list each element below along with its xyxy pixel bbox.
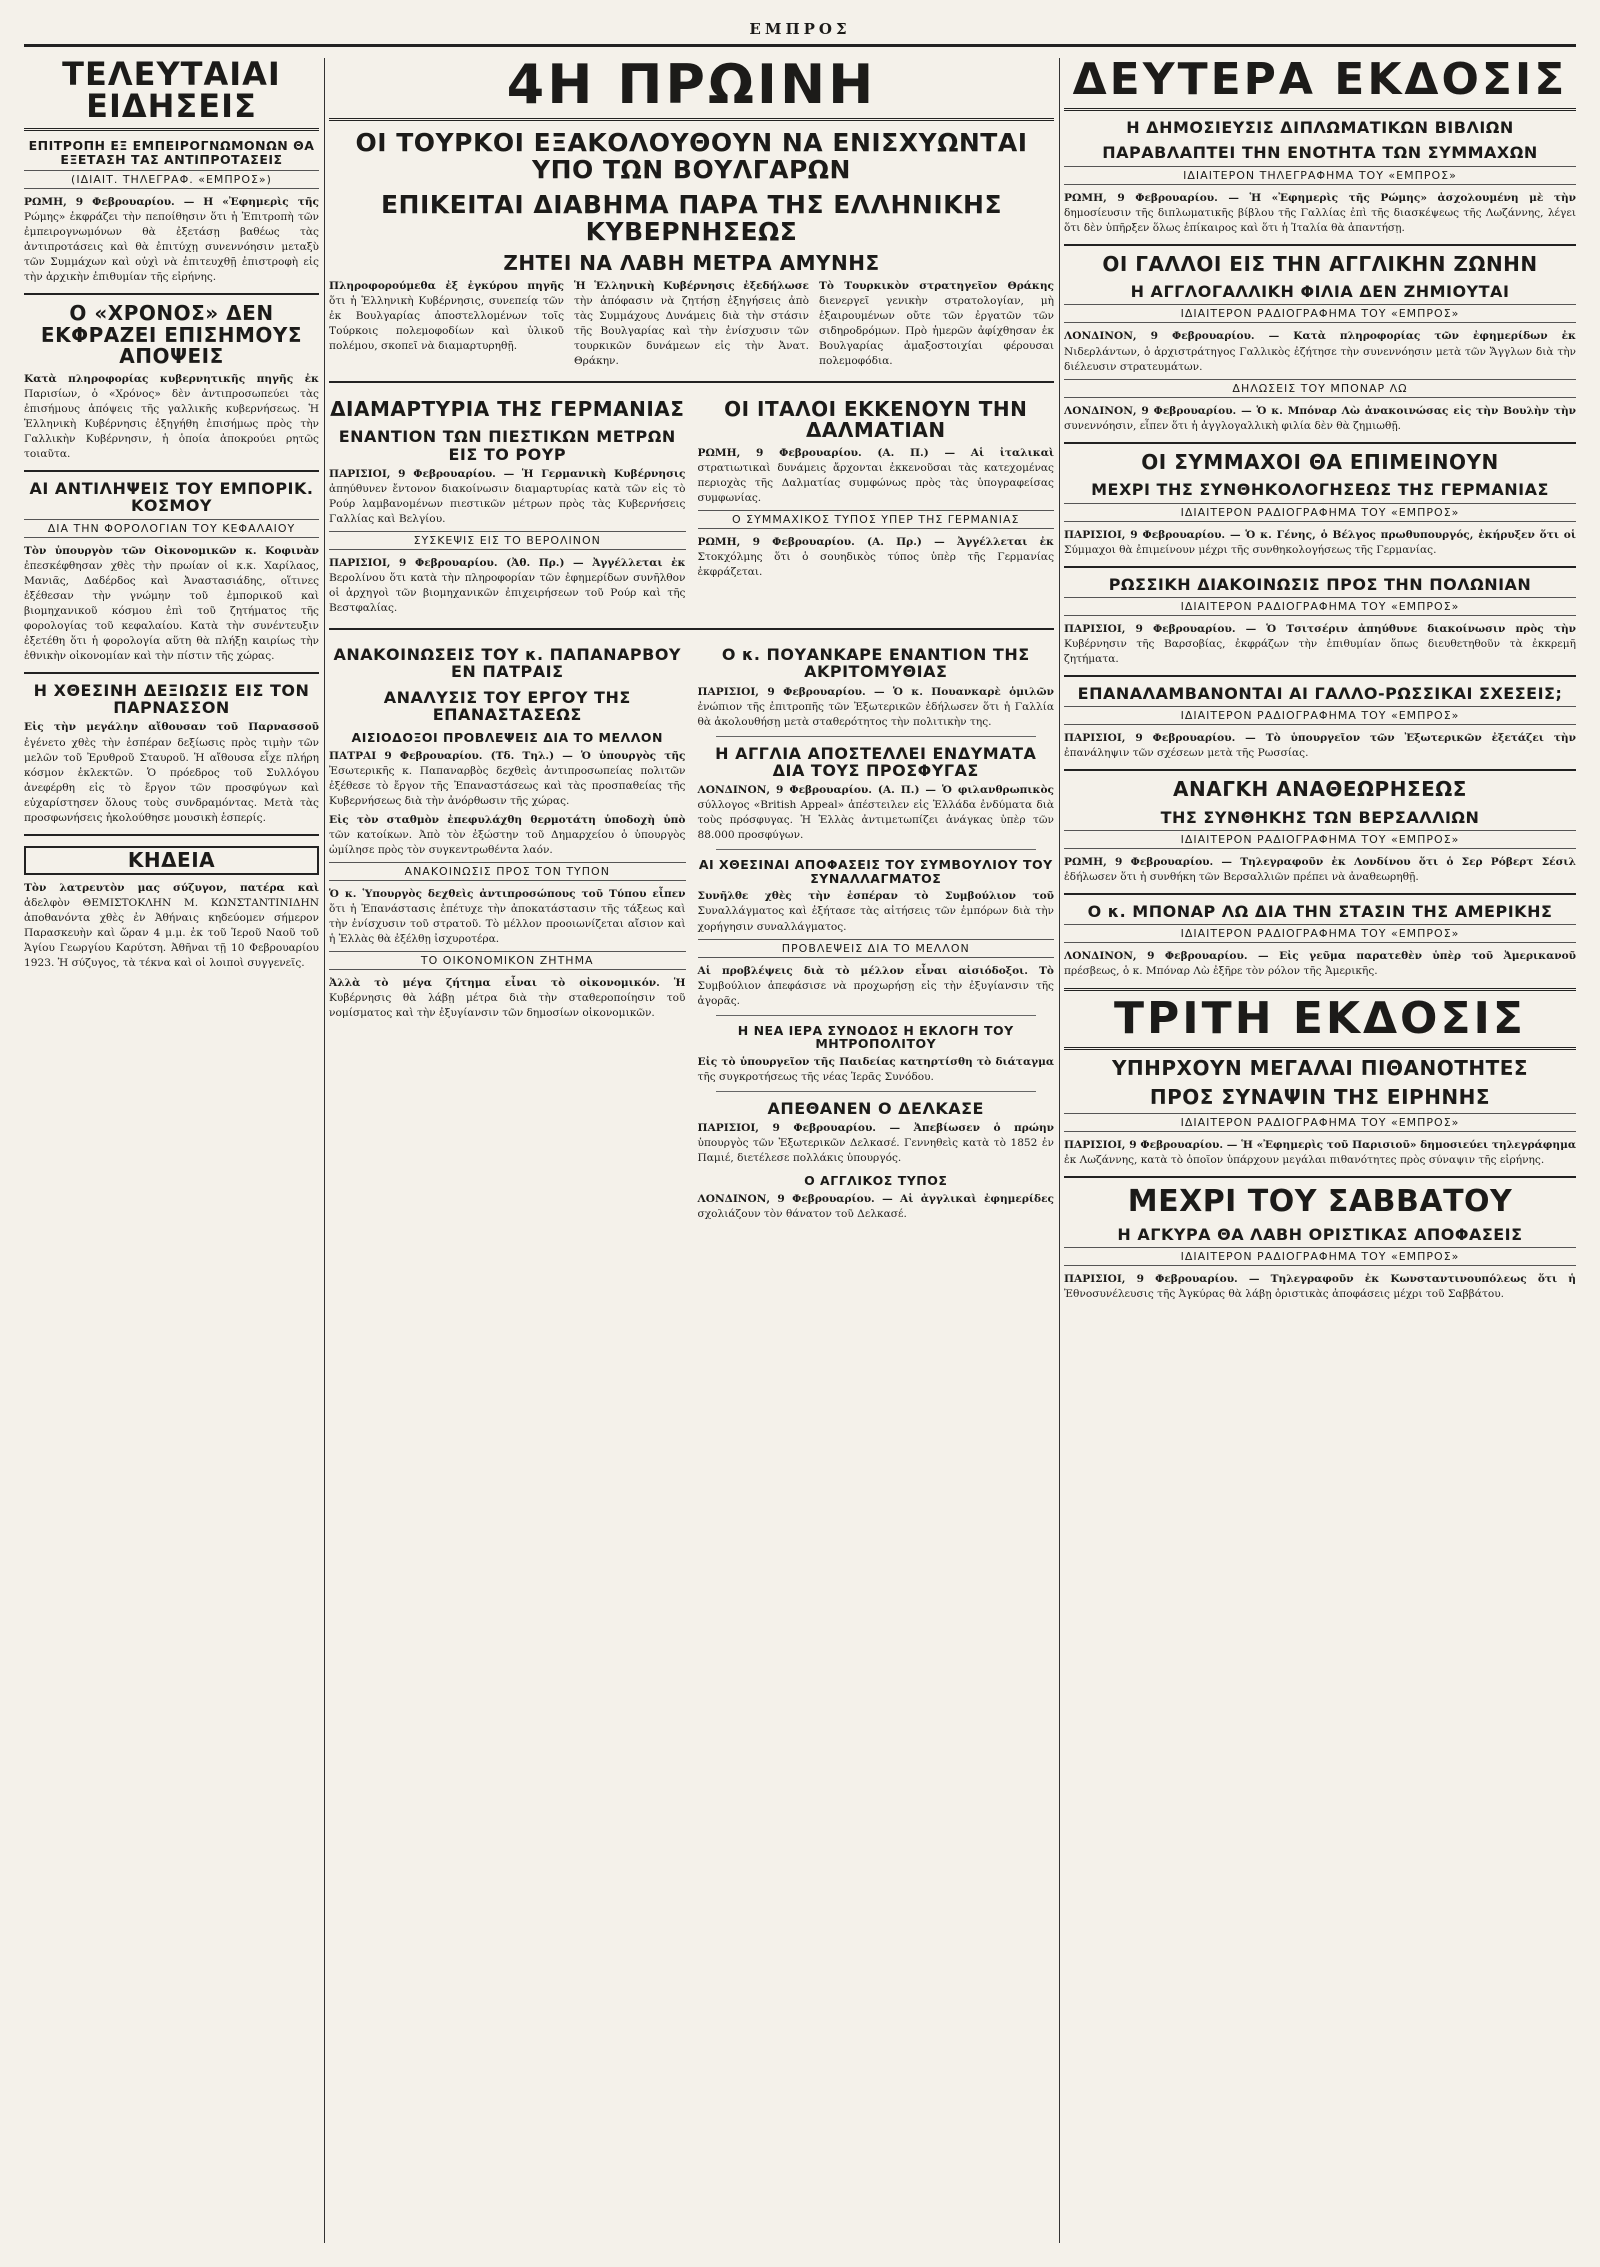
separator (1064, 442, 1576, 444)
headline-experts-committee: ΕΠΙΤΡΟΠΗ ΕΞ ΕΜΠΕΙΡΟΓΝΩΜΟΝΩΝ ΘΑ ΕΞΕΤΑΣΗ ΤΑΣ ΑΝΤΙΠΡΟΤΑΣΕΙΣ (28, 138, 315, 167)
headline-poincare: Ο κ. ΠΟΥΑΝΚΑΡΕ ΕΝΑΝΤΙΟΝ ΤΗΣ ΑΚΡΙΤΟΜΥΘΙΑΣ (721, 645, 1030, 682)
lead-headline-turks: ΟΙ ΤΟΥΡΚΟΙ ΕΞΑΚΟΛΟΥΘΟΥΝ ΝΑ ΕΝΙΣΧΥΩΝΤΑΙ ΥΠΟ ΤΩΝ ΒΟΥΛΓΑΡΩΝ (355, 128, 1028, 184)
headline-german-protest: ΔΙΑΜΑΡΤΥΡΙΑ ΤΗΣ ΓΕΡΜΑΝΙΑΣ (330, 396, 685, 421)
separator (1064, 1176, 1576, 1178)
headline-exchange-council: ΑΙ ΧΘΕΣΙΝΑΙ ΑΠΟΦΑΣΕΙΣ ΤΟΥ ΣΥΜΒΟΥΛΙΟΥ ΤΟΥ ΣΥΝΑΛΛΑΓΜΑΤΟΣ (698, 857, 1053, 886)
article-exchange-text: Συνῆλθε χθὲς τὴν ἑσπέραν τὸ Συμβούλιον τοῦ Συναλλάγματος καὶ ἐξήτασε τὰς αἰτήσεις τῶν ἐμπόρων διὰ τὴν χορήγησιν συναλλάγματος. (697, 890, 1054, 933)
separator (1064, 675, 1576, 677)
subhead-economic-question: ΤΟ ΟΙΚΟΝΟΜΙΚΟΝ ΖΗΤΗΜΑ (329, 951, 686, 970)
article-dalmatia-text: ΡΩΜΗ, 9 Φεβρουαρίου. (Α. Π.) — Αἱ ἰταλικαὶ στρατιωτικαὶ δυνάμεις ἄρχονται ἐκκενοῦσαι τὰς κατεχομένας περιοχὰς τῆς Δαλματίας συμφώνως πρὸς τὰς ὑπογραφείσας συμφωνίας. (697, 446, 1054, 505)
lead-headline-demarche: ΕΠΙΚΕΙΤΑΙ ΔΙΑΒΗΜΑ ΠΑΡΑ ΤΗΣ ΕΛΛΗΝΙΚΗΣ ΚΥΒΕΡΝΗΣΕΩΣ (380, 190, 1003, 246)
separator (24, 470, 319, 472)
article-commerce-text: Τὸν ὑπουργὸν τῶν Οἰκονομικῶν κ. Κοφινὰν ἐπεσκέφθησαν χθὲς τὴν πρωίαν οἱ κ.κ. Χαρίλαος, Μανιᾶς, Δαδέρδος καὶ Ἀναστασιάδης, οἵτινες ἐξέθεσαν τὴν γνώμην τοῦ ἐμπορικοῦ καὶ βιομηχανικοῦ κόσμου ἐπὶ τοῦ ζητήματος τῆς φορολογίας τοῦ κεφαλαίου. Κατὰ τὴν συνέντευξιν ἐξετέθη ὅτι ἡ φορολογία αὕτη θὰ πλήξῃ καιρίως τὴν ἐθνικὴν οἰκονομίαν καὶ τὴν πίστιν τῆς χώρας. (24, 544, 319, 662)
separator (1064, 893, 1576, 895)
article-franco-russian-text: ΠΑΡΙΣΙΟΙ, 9 Φεβρουαρίου. — Τὸ ὑπουργεῖον τῶν Ἐξωτερικῶν ἐξετάζει τὴν ἐπανάληψιν τῶν σχέσεων μετὰ τῆς Ρωσσίας. (1064, 732, 1576, 760)
article-patras-text-3: Ὁ κ. Ὑπουργὸς δεχθεὶς ἀντιπροσώπους τοῦ Τύπου εἶπεν ὅτι ἡ Ἐπανάστασις ἐπέτυχε τὴν ἀποκατάστασιν τῆς τάξεως καὶ τὴν ἐνίσχυσιν τοῦ στρατοῦ. Τὸ μέλλον προοιωνίζεται αἴσιον καὶ ἡ Ἑλλὰς θὰ ἐξέλθῃ ἰσχυροτέρα. (329, 887, 686, 946)
headline-funeral: ΚΗΔΕΙΑ (24, 846, 319, 876)
article-synod-text: Εἰς τὸ ὑπουργεῖον τῆς Παιδείας κατηρτίσθη τὸ διάταγμα τῆς συγκροτήσεως τῆς νέας Ἱερᾶς Συνόδου. (697, 1055, 1054, 1083)
headline-ruhr-measures: ΕΝΑΝΤΙΟΝ ΤΩΝ ΠΙΕΣΤΙΚΩΝ ΜΕΤΡΩΝ ΕΙΣ ΤΟ ΡΟΥΡ (338, 427, 676, 464)
subhead-allied-press: Ο ΣΥΜΜΑΧΙΚΟΣ ΤΥΠΟΣ ΥΠΕΡ ΤΗΣ ΓΕΡΜΑΝΙΑΣ (698, 510, 1055, 529)
article-allies-text: ΠΑΡΙΣΙΟΙ, 9 Φεβρουαρίου. — Ὁ κ. Γένης, ὁ Βέλγος πρωθυπουργός, ἐκήρυξεν ὅτι οἱ Σύμμαχοι θὰ ἐπιμείνουν μέχρι τῆς συνθηκολογήσεως τῆς Γερμανίας. (1064, 528, 1576, 556)
article-diplomatic-text: ΡΩΜΗ, 9 Φεβρουαρίου. — Ἡ «Ἐφημερὶς τῆς Ρώμης» ἀσχολουμένη μὲ τὴν δημοσίευσιν τῆς διπλωματικῆς βίβλου τῆς Γαλλίας ἐπὶ τῆς διασκέψεως τῆς Λωζάννης, λέγει ὅτι δὲν ὑπῆρξεν ὅλως ἐπίκαιρος καὶ ὅτι ἡ Ἰταλία θὰ ἀπαντήσῃ. (1064, 191, 1576, 234)
dateline-radiogram: ΙΔΙΑΙΤΕΡΟΝ ΡΑΔΙΟΓΡΑΦΗΜΑ ΤΟΥ «ΕΜΠΡΟΣ» (1064, 706, 1576, 725)
banner-second-edition: ΔΕΥΤΕΡΑ ΕΚΔΟΣΙΣ (1064, 58, 1576, 111)
thin-rule (716, 736, 1037, 737)
article-delcasse-text: ΠΑΡΙΣΙΟΙ, 9 Φεβρουαρίου. — Ἀπεβίωσεν ὁ πρώην ὑπουργὸς τῶν Ἐξωτερικῶν Δελκασέ. Γεννηθεὶς κατὰ τὸ 1852 ἐν Παμιέ, διετέλεσε πολλάκις ὑπουργός. (697, 1121, 1054, 1165)
subhead-press-statement: ΑΝΑΚΟΙΝΩΣΙΣ ΠΡΟΣ ΤΟΝ ΤΥΠΟΝ (329, 862, 686, 881)
article-bonar-law-text: ΛΟΝΔΙΝΟΝ, 9 Φεβρουαρίου. — Ὁ κ. Μπόναρ Λὼ ἀνακοινώσας εἰς τὴν Βουλὴν τὴν συνεννόησιν, εἶπεν ὅτι ἡ ἀγγλογαλλικὴ φιλία δὲν θὰ ζημιωθῇ. (1064, 404, 1576, 432)
article-forecasts-text: Αἱ προβλέψεις διὰ τὸ μέλλον εἶναι αἰσιόδοξοι. Τὸ Συμβούλιον ἀπεφάσισε νὰ προχωρήσῃ εἰς τὴν ἐξυγίανσιν τῆς ἀγορᾶς. (697, 964, 1054, 1007)
article-parnassos-text: Εἰς τὴν μεγάλην αἴθουσαν τοῦ Παρνασσοῦ ἐγένετο χθὲς τὴν ἑσπέραν δεξίωσις πρὸς τιμὴν τῶν μελῶν τοῦ Ἐρυθροῦ Σταυροῦ. Ἡ αἴθουσα εἶχε πλήρη κόσμον ἐκλεκτῶν. Ὁ πρόεδρος τοῦ Συλλόγου ἀνεφέρθη εἰς τὸ ἔργον τῶν προσφύγων καὶ εὐχαρίστησεν ὅλους τοὺς συνδραμόντας. Μετὰ τὰς προσφωνήσεις ἠκολούθησε μουσικὴ ἑσπερίς. (24, 721, 319, 824)
headline-russian-note: ΡΩΣΣΙΚΗ ΔΙΑΚΟΙΝΩΣΙΣ ΠΡΟΣ ΤΗΝ ΠΟΛΩΝΙΑΝ (1108, 574, 1532, 594)
article-ankara-text: ΠΑΡΙΣΙΟΙ, 9 Φεβρουαρίου. — Τηλεγραφοῦν ἐκ Κωνσταντινουπόλεως ὅτι ἡ Ἐθνοσυνέλευσις τῆς Ἀγκύρας θὰ λάβῃ ὁριστικὰς ἀποφάσεις μέχρι τοῦ Σαββάτου. (1064, 1273, 1576, 1301)
column-fourth-morning (329, 58, 1054, 2243)
headline-optimistic: ΑΙΣΙΟΔΟΞΟΙ ΠΡΟΒΛΕΨΕΙΣ ΔΙΑ ΤΟ ΜΕΛΛΟΝ (351, 730, 663, 746)
article-america-text: ΛΟΝΔΙΝΟΝ, 9 Φεβρουαρίου. — Εἰς γεῦμα παρατεθὲν ὑπὲρ τοῦ Ἀμερικανοῦ πρέσβεως, ὁ κ. Μπόναρ Λὼ ἐξῆρε τὸν ρόλον τῆς Ἀμερικῆς. (1064, 950, 1576, 978)
subhead-berlin-meeting: ΣΥΣΚΕΨΙΣ ΕΙΣ ΤΟ ΒΕΡΟΛΙΝΟΝ (329, 531, 686, 550)
column-divider (324, 58, 325, 2243)
banner-fourth-morning: 4Η ΠΡΩΙΝΗ (329, 58, 1054, 121)
headline-italians-dalmatia: ΟΙ ΙΤΑΛΟΙ ΕΚΚΕΝΟΥΝ ΤΗΝ ΔΑΛΜΑΤΙΑΝ (724, 396, 1028, 443)
separator (329, 628, 1054, 630)
newspaper-page (24, 58, 1576, 2243)
headline-diplomatic-books: Η ΔΗΜΟΣΙΕΥΣΙΣ ΔΙΠΛΩΜΑΤΙΚΩΝ ΒΙΒΛΙΩΝ (1126, 118, 1514, 137)
banner-third-edition: ΤΡΙΤΗ ΕΚΔΟΣΙΣ (1064, 988, 1576, 1050)
separator (1064, 244, 1576, 246)
column-divider (1059, 58, 1060, 2243)
headline-holy-synod: Η ΝΕΑ ΙΕΡΑ ΣΥΝΟΔΟΣ Η ΕΚΛΟΓΗ ΤΟΥ ΜΗΤΡΟΠΟΛΙΤΟΥ (737, 1022, 1014, 1052)
column-latest-news (24, 58, 319, 2243)
article-poincare-text: ΠΑΡΙΣΙΟΙ, 9 Φεβρουαρίου. — Ὁ κ. Πουανκαρὲ ὁμιλῶν ἐνώπιον τῆς ἐπιτροπῆς τῶν Ἐξωτερικῶν ἐδήλωσεν ὅτι ἡ Γαλλία θὰ ἀκολουθήσῃ μετὰ σταθερότητος τὴν πολιτικὴν της. (697, 685, 1054, 728)
article-russian-note-text: ΠΑΡΙΣΙΟΙ, 9 Φεβρουαρίου. — Ὁ Τσιτσέριν ἀπηύθυνε διακοίνωσιν πρὸς τὴν Κυβέρνησιν τῆς Βαρσοβίας, ἐκφράζων τὴν ἐπιθυμίαν ὅπως διευθετηθοῦν τὰ ἐκκρεμῆ ζητήματα. (1064, 622, 1576, 665)
separator (24, 672, 319, 674)
separator (329, 381, 1054, 383)
article-funeral-text: Τὸν λατρευτὸν μας σύζυγον, πατέρα καὶ ἀδελφὸν ΘΕΜΙΣΤΟΚΛΗΝ Μ. ΚΩΝΣΤΑΝΤΙΝΙΔΗΝ ἀποθανόντα χθὲς ἐν Ἀθήναις κηδεύομεν σήμερον Παρασκευὴν καὶ ὥραν 4 μ.μ. ἐκ τοῦ Ἱεροῦ Ναοῦ τοῦ Ἁγίου Γεωργίου Καρύτση. Ἀθῆναι τῇ 10 Φεβρουαρίου 1923. Ἡ σύζυγος, τὰ τέκνα καὶ οἱ λοιποὶ συγγενεῖς. (24, 882, 319, 970)
headline-anglo-french-friendship: Η ΑΓΓΛΟΓΑΛΛΙΚΗ ΦΙΛΙΑ ΔΕΝ ΖΗΜΙΟΥΤΑΙ (1130, 282, 1510, 302)
headline-parnassos-reception: Η ΧΘΕΣΙΝΗ ΔΕΞΙΩΣΙΣ ΕΙΣ ΤΟΝ ΠΑΡΝΑΣΣΟΝ (33, 680, 310, 718)
headline-england-clothing: Η ΑΓΓΛΙΑ ΑΠΟΣΤΕΛΛΕΙ ΕΝΔΥΜΑΤΑ ΔΙΑ ΤΟΥΣ ΠΡΟΣΦΥΓΑΣ (715, 743, 1037, 781)
headline-versailles: ΤΗΣ ΣΥΝΘΗΚΗΣ ΤΩΝ ΒΕΡΣΑΛΛΙΩΝ (1160, 807, 1480, 827)
headline-commerce-views: ΑΙ ΑΝΤΙΛΗΨΕΙΣ ΤΟΥ ΕΜΠΟΡΙΚ. ΚΟΣΜΟΥ (29, 479, 314, 516)
headline-chronos: Ο «ΧΡΟΝΟΣ» ΔΕΝ ΕΚΦΡΑΖΕΙ ΕΠΙΣΗΜΟΥΣ ΑΠΟΨΕΙΣ (40, 301, 303, 369)
article-patras-text-2: Εἰς τὸν σταθμὸν ἐπεφυλάχθη θερμοτάτη ὑποδοχὴ ὑπὸ τῶν κατοίκων. Ἀπὸ τὸν ἐξώστην τοῦ Δημαρχείου ὁ ὑπουργὸς ὡμίλησε πρὸς τὸν συγκεντρωθέντα λαόν. (329, 813, 686, 856)
dateline-radiogram: ΙΔΙΑΙΤΕΡΟΝ ΡΑΔΙΟΓΡΑΦΗΜΑ ΤΟΥ «ΕΜΠΡΟΣ» (1064, 830, 1576, 849)
separator (24, 834, 319, 836)
headline-papanarvos: ΑΝΑΚΟΙΝΩΣΕΙΣ ΤΟΥ κ. ΠΑΠΑΝΑΡΒΟΥ ΕΝ ΠΑΤΡΑΙΣ (333, 645, 682, 682)
dateline-radiogram: ΙΔΙΑΙΤΕΡΟΝ ΡΑΔΙΟΓΡΑΦΗΜΑ ΤΟΥ «ΕΜΠΡΟΣ» (1064, 503, 1576, 522)
top-rule (24, 44, 1576, 47)
article-allied-press-text: ΡΩΜΗ, 9 Φεβρουαρίου. (Α. Πρ.) — Ἀγγέλλεται ἐκ Στοκχόλμης ὅτι ὁ σουηδικὸς τύπος ὑπὲρ τῆς Γερμανίας ἐκφράζεται. (697, 536, 1054, 579)
article-french-zone-text: ΛΟΝΔΙΝΟΝ, 9 Φεβρουαρίου. — Κατὰ πληροφορίας τῶν ἐφημερίδων ἐκ Νιδερλάντων, ὁ ἀρχιστράτηγος Γαλλικὸς ἐζήτησε τὴν συνεννόησιν μετὰ τῶν Ἄγγλων διὰ τὴν διέλευσιν στρατευμάτων. (1064, 330, 1576, 373)
dateline-radiogram: ΙΔΙΑΙΤΕΡΟΝ ΡΑΔΙΟΓΡΑΦΗΜΑ ΤΟΥ «ΕΜΠΡΟΣ» (1064, 304, 1576, 323)
headline-ankara-decisions: Η ΑΓΚΥΡΑ ΘΑ ΛΑΒΗ ΟΡΙΣΤΙΚΑΣ ΑΠΟΦΑΣΕΙΣ (1117, 1225, 1523, 1245)
article-peace-text: ΠΑΡΙΣΙΟΙ, 9 Φεβρουαρίου. — Ἡ «Ἐφημερὶς τοῦ Παρισιοῦ» δημοσιεύει τηλεγράφημα ἐκ Λωζάννης, κατὰ τὸ ὁποῖον ὑπάρχουν μεγάλαι πιθανότητες πρὸς σύναψιν τῆς εἰρήνης. (1064, 1138, 1576, 1166)
article-chronos-text: Κατὰ πληροφορίας κυβερνητικῆς πηγῆς ἐκ Παρισίων, ὁ «Χρόνος» δὲν ἀντιπροσωπεύει τὰς ἐπισήμους ἀπόψεις τῆς γαλλικῆς κυβερνήσεως. Ἡ Ἑλληνικὴ Κυβέρνησις ἐξηγήθη ἐπισήμως πρὸς τὴν Γαλλικὴν Κυβέρνησιν, ἡ ὁποία ἀποκρούει ρητῶς τοιαῦτα. (24, 372, 319, 461)
headline-revision-need: ΑΝΑΓΚΗ ΑΝΑΘΕΩΡΗΣΕΩΣ (1173, 777, 1467, 802)
dateline-radiogram: ΙΔΙΑΙΤΕΡΟΝ ΡΑΔΙΟΓΡΑΦΗΜΑ ΤΟΥ «ΕΜΠΡΟΣ» (1064, 1113, 1576, 1132)
headline-english-press: Ο ΑΓΓΛΙΚΟΣ ΤΥΠΟΣ (804, 1173, 948, 1189)
dateline-emprós: (ΙΔΙΑΙΤ. ΤΗΛΕΓΡΑΦ. «ΕΜΠΡΟΣ») (24, 170, 319, 189)
thin-rule (716, 1015, 1037, 1016)
dateline-radiogram: ΙΔΙΑΙΤΕΡΟΝ ΡΑΔΙΟΓΡΑΦΗΜΑ ΤΟΥ «ΕΜΠΡΟΣ» (1064, 597, 1576, 616)
article-patras-text-1: ΠΑΤΡΑΙ 9 Φεβρουαρίου. (Τδ. Τηλ.) — Ὁ ὑπουργὸς τῆς Ἐσωτερικῆς κ. Παπαναρβὸς δεχθεὶς ἀντιπροσωπείας πολιτῶν ἐξέθεσε τὸ ἔργον τῆς Ἐπαναστάσεως καὶ τὰς προσπαθείας τῆς Κυβερνήσεως διὰ τὴν ἀνόρθωσιν τῆς χώρας. (329, 749, 686, 807)
separator (24, 293, 319, 295)
lead-text-3: Τὸ Τουρκικὸν στρατηγεῖον Θράκης διενεργεῖ γενικὴν στρατολογίαν, μὴ ἐξαιρουμένων οὔτε τῶν ἐργατῶν τῶν σιδηροδρόμων. Πρὸ ἡμερῶν ἀφίχθησαν ἐκ Βουλγαρίας ἁμαξοστοιχίαι φέρουσαι πολεμοφόδια. (819, 279, 1054, 367)
banner-latest-news: ΤΕΛΕΥΤΑΙΑΙ ΕΙΔΗΣΕΙΣ (24, 58, 319, 131)
thin-rule (716, 849, 1037, 850)
article-england-text: ΛΟΝΔΙΝΟΝ, 9 Φεβρουαρίου. (Α. Π.) — Ὁ φιλανθρωπικὸς σύλλογος «British Appeal» ἀπέστειλεν εἰς Ἑλλάδα ἐνδύματα διὰ τοὺς πρόσφυγας. Ἡ Ἑλλὰς ἀντιμετωπίζει ἀνάγκας ὑπὲρ τῶν 88.000 προσφύγων. (697, 784, 1054, 842)
lead-headline-defense: ΖΗΤΕΙ ΝΑ ΛΑΒΗ ΜΕΤΡΑ ΑΜΥΝΗΣ (503, 251, 880, 275)
article-versailles-text: ΡΩΜΗ, 9 Φεβρουαρίου. — Τηλεγραφοῦν ἐκ Λονδίνου ὅτι ὁ Σερ Ρόβερτ Σέσιλ ἐδήλωσεν ὅτι ἡ συνθήκη τῶν Βερσαλλιῶν πρέπει νὰ ἀναθεωρηθῇ. (1064, 856, 1576, 884)
thin-rule (716, 1091, 1037, 1092)
dateline-radiogram: ΙΔΙΑΙΤΕΡΟΝ ΡΑΔΙΟΓΡΑΦΗΜΑ ΤΟΥ «ΕΜΠΡΟΣ» (1064, 924, 1576, 943)
separator (1064, 769, 1576, 771)
masthead: ΕΜΠΡΟΣ (749, 20, 851, 38)
dateline-radiogram: ΙΔΙΑΙΤΕΡΟΝ ΡΑΔΙΟΓΡΑΦΗΜΑ ΤΟΥ «ΕΜΠΡΟΣ» (1064, 1247, 1576, 1266)
article-english-press-text: ΛΟΝΔΙΝΟΝ, 9 Φεβρουαρίου. — Αἱ ἀγγλικαὶ ἐφημερίδες σχολιάζουν τὸν θάνατον τοῦ Δελκασέ. (697, 1192, 1054, 1220)
separator (1064, 566, 1576, 568)
headline-germany-capitulation: ΜΕΧΡΙ ΤΗΣ ΣΥΝΘΗΚΟΛΟΓΗΣΕΩΣ ΤΗΣ ΓΕΡΜΑΝΙΑΣ (1091, 480, 1549, 500)
article-patras-text-4: Ἀλλὰ τὸ μέγα ζήτημα εἶναι τὸ οἰκονομικόν. Ἡ Κυβέρνησις θὰ λάβῃ μέτρα διὰ τὴν σταθεροποίησιν τοῦ νομίσματος καὶ τὴν ἐξυγίανσιν τῶν δημοσίων οἰκονομικῶν. (329, 977, 686, 1020)
lead-text-2: Ἡ Ἑλληνικὴ Κυβέρνησις ἐξεδήλωσε τὴν ἀπόφασιν νὰ ζητήσῃ ἐξηγήσεις ἀπὸ τὰς Συμμάχους Δυνάμεις διὰ τὴν στάσιν τῆς Βουλγαρίας καὶ τὴν ἐνίσχυσιν τῶν τουρκικῶν δυνάμεων εἰς τὴν Ἀνατ. Θράκην. (574, 279, 809, 367)
headline-franco-russian: ΕΠΑΝΑΛΑΜΒΑΝΟΝΤΑΙ ΑΙ ΓΑΛΛΟ-ΡΩΣΣΙΚΑΙ ΣΧΕΣΕΙΣ; (1077, 683, 1563, 703)
dateline-telegram: ΙΔΙΑΙΤΕΡΟΝ ΤΗΛΕΓΡΑΦΗΜΑ ΤΟΥ «ΕΜΠΡΟΣ» (1064, 166, 1576, 185)
headline-french-english-zone: ΟΙ ΓΑΛΛΟΙ ΕΙΣ ΤΗΝ ΑΓΓΛΙΚΗΝ ΖΩΝΗΝ (1102, 251, 1538, 276)
subhead-bonar-law: ΔΗΛΩΣΕΙΣ ΤΟΥ ΜΠΟΝΑΡ ΛΩ (1064, 379, 1576, 398)
column-second-edition (1064, 58, 1576, 2243)
headline-until-saturday: ΜΕΧΡΙ ΤΟΥ ΣΑΒΒΑΤΟΥ (1127, 1183, 1513, 1219)
article-berlin-text: ΠΑΡΙΣΙΟΙ, 9 Φεβρουαρίου. (Ἀθ. Πρ.) — Ἀγγέλλεται ἐκ Βερολίνου ὅτι κατὰ τὴν πληροφορίαν τῶν ἐφημερίδων συνῆλθον οἱ ἀρχηγοὶ τῶν βιομηχανικῶν ἐπιχειρήσεων τοῦ Ρούρ καὶ τῆς Βεστφαλίας. (329, 557, 686, 615)
subhead-capital-tax: ΔΙΑ ΤΗΝ ΦΟΡΟΛΟΓΙΑΝ ΤΟΥ ΚΕΦΑΛΑΙΟΥ (24, 519, 319, 538)
headline-peace: ΠΡΟΣ ΣΥΝΑΨΙΝ ΤΗΣ ΕΙΡΗΝΗΣ (1149, 1085, 1491, 1110)
lead-text-1: Πληροφορούμεθα ἐξ ἐγκύρου πηγῆς ὅτι ἡ Ἑλληνικὴ Κυβέρνησις, συνεπείᾳ τῶν ἐκ Βουλγαρίας ἀποστελλομένων τοῖς Τούρκοις πολεμοφοδίων καὶ ὑλικοῦ πολέμου, σκοπεῖ νὰ διαμαρτυρηθῇ. (329, 279, 564, 352)
article-experts-text: ΡΩΜΗ, 9 Φεβρουαρίου. — Η «Ἐφημερὶς τῆς Ρώμης» ἐκφράζει τὴν πεποίθησιν ὅτι ἡ Ἐπιτροπὴ τῶν ἐμπειρογνωμόνων θὰ ἐξετάσῃ βαθέως τὰς ἀντιπροτάσεις καὶ θὰ ἐπιτύχῃ συνεννόησιν μεταξὺ τῶν Συμμάχων καὶ οὐχὶ νὰ ἐπιτευχθῇ ἐπιστροφὴ εἰς τὴν ἀρχικὴν ἐπιθυμίαν τῆς εἰρήνης. (24, 196, 319, 284)
headline-delcasse: ΑΠΕΘΑΝΕΝ Ο ΔΕΛΚΑΣΕ (767, 1098, 984, 1118)
headline-allied-unity: ΠΑΡΑΒΛΑΠΤΕΙ ΤΗΝ ΕΝΟΤΗΤΑ ΤΩΝ ΣΥΜΜΑΧΩΝ (1102, 143, 1538, 163)
subhead-forecasts: ΠΡΟΒΛΕΨΕΙΣ ΔΙΑ ΤΟ ΜΕΛΛΟΝ (698, 939, 1055, 958)
headline-bonar-law-america: Ο κ. ΜΠΟΝΑΡ ΛΩ ΔΙΑ ΤΗΝ ΣΤΑΣΙΝ ΤΗΣ ΑΜΕΡΙΚΗΣ (1087, 902, 1553, 922)
headline-allies-insist: ΟΙ ΣΥΜΜΑΧΟΙ ΘΑ ΕΠΙΜΕΙΝΟΥΝ (1141, 449, 1499, 474)
headline-great-probabilities: ΥΠΗΡΧΟΥΝ ΜΕΓΑΛΑΙ ΠΙΘΑΝΟΤΗΤΕΣ (1111, 1055, 1529, 1080)
article-german-protest-text: ΠΑΡΙΣΙΟΙ, 9 Φεβρουαρίου. — Ἡ Γερμανικὴ Κυβέρνησις ἀπηύθυνεν ἔντονον διακοίνωσιν διαμαρτυρίας κατὰ τῶν εἰς τὸ Ρούρ λαμβανομένων πιεστικῶν μέτρων πρὸς τὰς Κυβερνήσεις Γαλλίας καὶ Βελγίου. (329, 467, 686, 525)
headline-revolution-work: ΑΝΑΛΥΣΙΣ ΤΟΥ ΕΡΓΟΥ ΤΗΣ ΕΠΑΝΑΣΤΑΣΕΩΣ (383, 687, 631, 724)
